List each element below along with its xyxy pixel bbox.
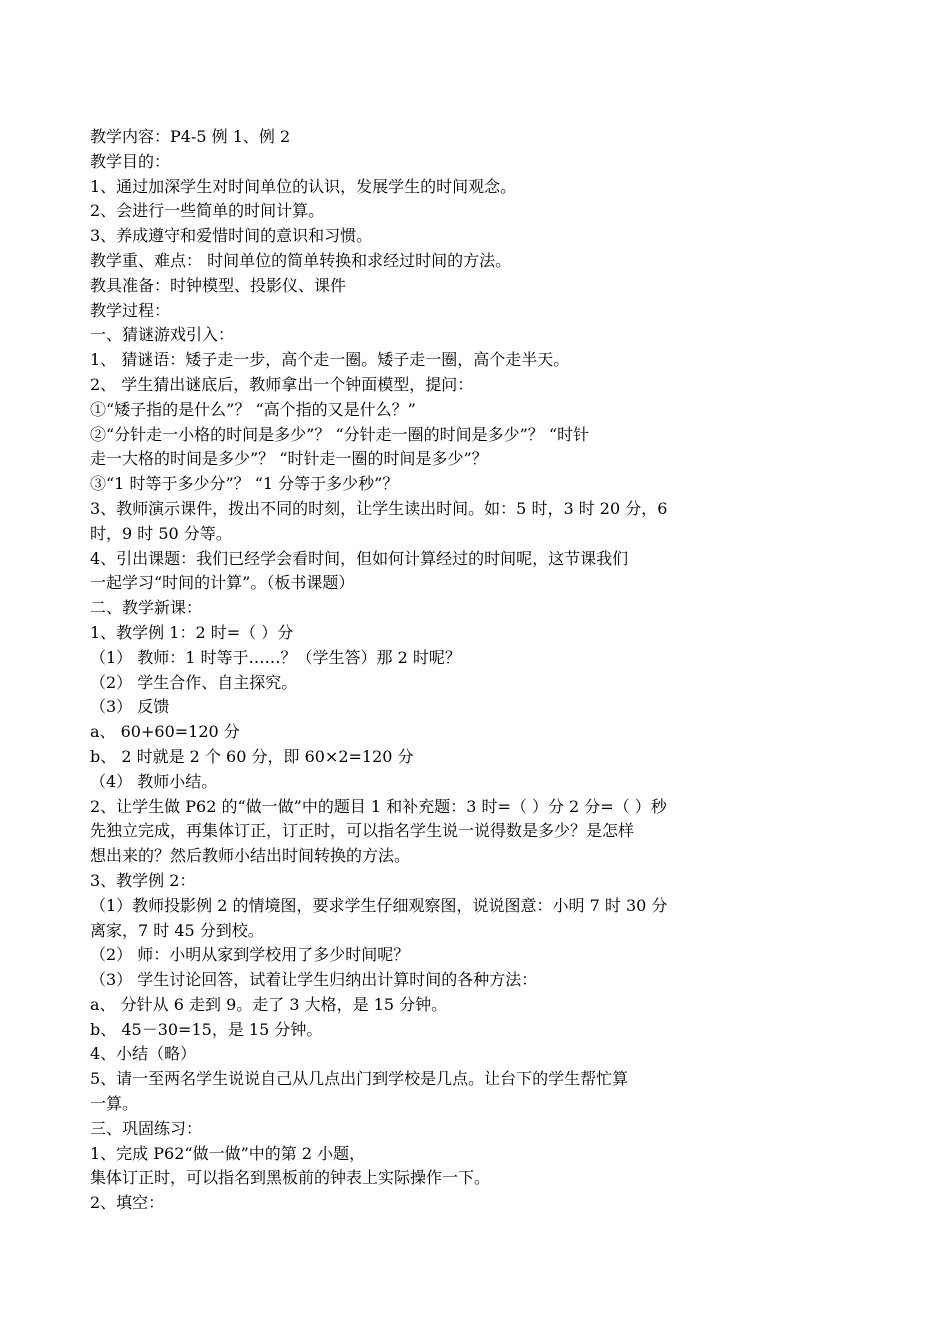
section-heading: 二、教学新课： (90, 598, 203, 618)
objective-item: 2、会进行一些简单的时间计算。 (90, 201, 325, 221)
text-line: 5、请一至两名学生说说自己从几点出门到学校是几点。让台下的学生帮忙算 (90, 1069, 629, 1089)
text-line: 2、让学生做 P62 的“做一做”中的题目 1 和补充题：3 时=（ ）分 2 分=（ ）秒 (90, 796, 667, 816)
content-line: 教学内容：P4-5 例 1、例 2 (90, 127, 291, 146)
text-line: 走一大格的时间是多少”？ “时针走一圈的时间是多少”？ (90, 449, 488, 469)
objective-item: 1、通过加深学生对时间单位的认识，发展学生的时间观念。 (90, 176, 517, 196)
text-line: b、 2 时就是 2 个 60 分，即 60×2=120 分 (90, 746, 414, 766)
text-line: （4） 教师小结。 (90, 771, 218, 791)
text-line: 2、 学生猜出谜底后，教师拿出一个钟面模型，提问： (90, 374, 474, 394)
text-line: ③“1 时等于多少分”？ “1 分等于多少秒”？ (90, 474, 399, 494)
text-line: 4、小结（略） (90, 1044, 197, 1064)
materials-line: 教具准备：时钟模型、投影仪、课件 (90, 275, 347, 295)
text-line: 3、教师演示课件，拨出不同的时刻，让学生读出时间。如：5 时，3 时 20 分，6 (90, 498, 668, 518)
text-line: 4、引出课题：我们已经学会看时间，但如何计算经过的时间呢，这节课我们 (90, 548, 629, 568)
key-points-line: 教学重、难点： 时间单位的简单转换和求经过时间的方法。 (90, 250, 512, 270)
text-line: 想出来的？然后教师小结出时间转换的方法。 (90, 846, 411, 866)
text-line: 时，9 时 50 分等。 (90, 523, 232, 543)
text-line: 3、教学例 2： (90, 870, 196, 890)
text-line: 一算。 (90, 1094, 139, 1114)
objectives-heading: 教学目的： (90, 151, 171, 171)
text-line: 1、完成 P62“做一做”中的第 2 小题， (90, 1143, 366, 1163)
document-page (90, 125, 735, 1216)
text-line: b、 45－30=15，是 15 分钟。 (90, 1019, 323, 1039)
objective-item: 3、养成遵守和爱惜时间的意识和习惯。 (90, 226, 373, 246)
text-line: 1、 猜谜语：矮子走一步，高个走一圈。矮子走一圈，高个走半天。 (90, 350, 570, 370)
text-line: ②“分针走一小格的时间是多少”？ “分针走一圈的时间是多少”？ “时针 (90, 424, 590, 444)
text-line: （1） 教师：1 时等于……？（学生答）那 2 时呢？ (90, 647, 461, 667)
text-line: ①“矮子指的是什么”？ “高个指的又是什么？” (90, 399, 416, 419)
text-line: a、 60+60=120 分 (90, 722, 240, 742)
text-line: （3） 学生讨论回答，试着让学生归纳出计算时间的各种方法： (90, 970, 538, 990)
process-heading: 教学过程： (90, 300, 171, 320)
text-line: a、 分针从 6 走到 9。走了 3 大格，是 15 分钟。 (90, 994, 448, 1014)
text-line: 一起学习“时间的计算”。（板书课题） (90, 573, 355, 593)
section-heading: 三、巩固练习： (90, 1118, 203, 1138)
text-line: 先独立完成，再集体订正，订正时，可以指名学生说一说得数是多少？是怎样 (90, 821, 635, 841)
text-line: 离家，7 时 45 分到校。 (90, 920, 264, 940)
text-line: （2） 师：小明从家到学校用了多少时间呢？ (90, 945, 410, 965)
text-line: （1）教师投影例 2 的情境图，要求学生仔细观察图，说说图意：小明 7 时 30 分 (90, 895, 668, 915)
text-line: 1、教学例 1：2 时=（ ）分 (90, 622, 294, 642)
text-line: （2） 学生合作、自主探究。 (90, 672, 298, 692)
section-heading: 一、猜谜游戏引入： (90, 325, 235, 345)
text-line: 集体订正时，可以指名到黑板前的钟表上实际操作一下。 (90, 1168, 491, 1188)
text-line: 2、填空： (90, 1193, 165, 1213)
text-line: （3） 反馈 (90, 697, 170, 717)
